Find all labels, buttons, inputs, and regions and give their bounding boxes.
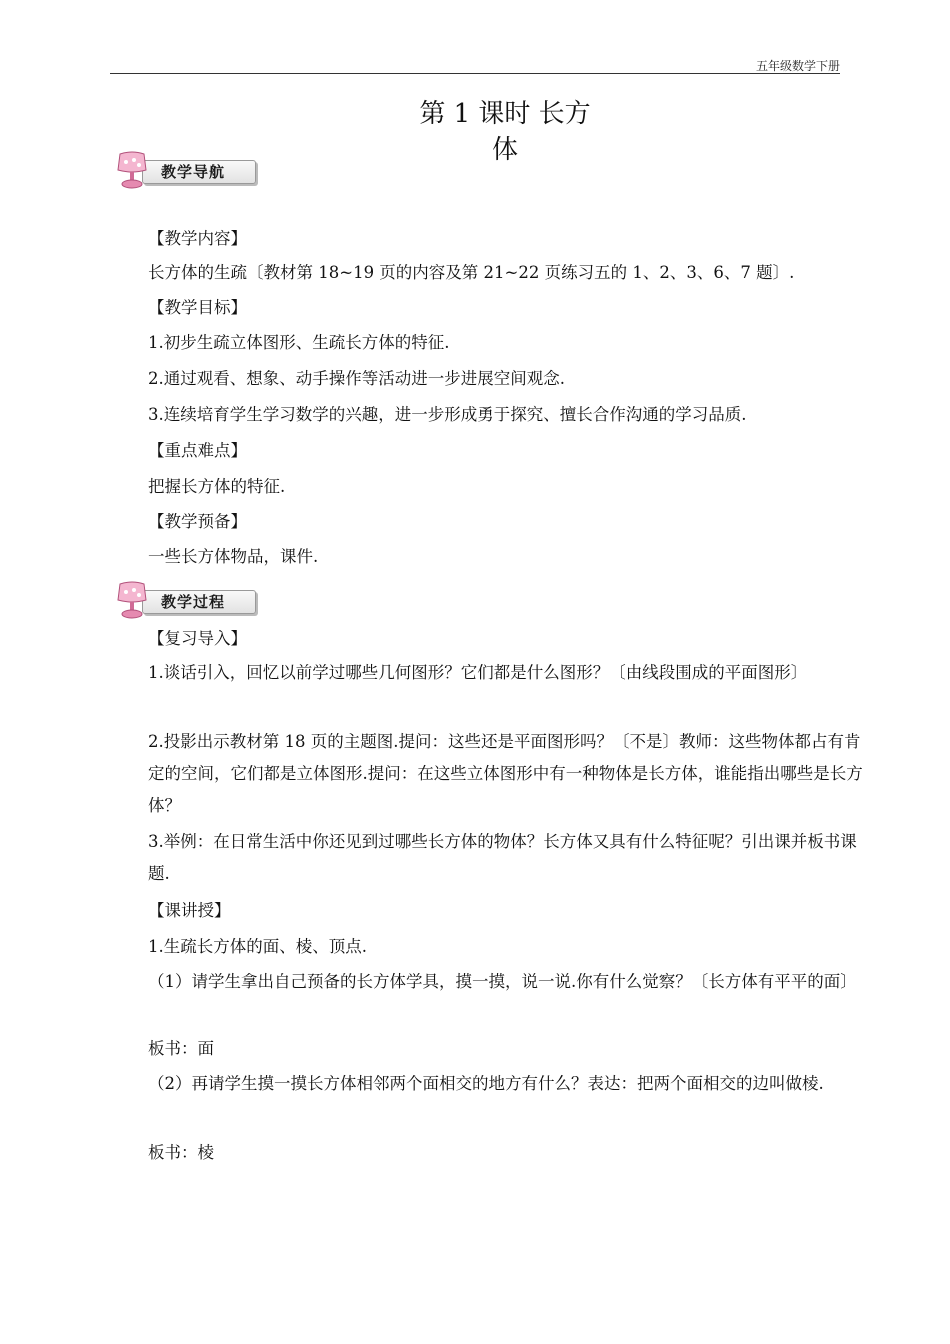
lesson-title: [380, 96, 630, 168]
board-note: 板书：面: [148, 1039, 214, 1058]
goal-item: 1.初步生疏立体图形、生疏长方体的特征.: [148, 333, 450, 352]
prep-heading: 【教学预备】: [148, 512, 247, 531]
board-note: 板书：棱: [148, 1143, 214, 1162]
prep-text: 一些长方体物品，课件.: [148, 547, 319, 566]
goals-heading: 【教学目标】: [148, 298, 247, 317]
review-item: 1.谈话引入，回忆以前学过哪些几何图形？它们都是什么图形？〔由线段围成的平面图形〕: [148, 663, 808, 682]
goal-item: 3.连续培育学生学习数学的兴趣，进一步形成勇于探究、擅长合作沟通的学习品质.: [148, 405, 747, 424]
lecture-item: （2）再请学生摸一摸长方体相邻两个面相交的地方有什么？表达：把两个面相交的边叫做棱.: [148, 1074, 824, 1093]
teaching-nav-badge-label: 教学导航: [161, 163, 226, 181]
content-text: 长方体的生疏〔教材第 18~19 页的内容及第 21~22 页练习五的 1、2、3、6、7 题〕.: [148, 263, 795, 282]
lamp-icon: [112, 150, 152, 190]
review-item: 2.投影出示教材第 18 页的主题图.提问：这些还是平面图形吗？〔不是〕教师：这些物体都占有肯定的空间，它们都是立体图形.提问：在这些立体图形中有一种物体是长方体，谁能指出哪些是长方体？: [148, 732, 863, 815]
key-text: 把握长方体的特征.: [148, 477, 286, 496]
lesson-title-line2: 体: [491, 135, 518, 165]
review-item: 3.举例：在日常生活中你还见到过哪些长方体的物体？长方体又具有什么特征呢？引出课并板书课题.: [148, 832, 857, 883]
page-header-text: 五年级数学下册: [755, 59, 840, 73]
key-heading: 【重点难点】: [148, 441, 247, 460]
teaching-nav-badge-tag: [142, 160, 256, 184]
lecture-heading: 【课讲授】: [148, 901, 231, 920]
header-rule: [110, 73, 840, 74]
teaching-process-badge-tag: [142, 590, 256, 614]
teaching-nav-badge: [112, 150, 258, 190]
goal-item: 2.通过观看、想象、动手操作等活动进一步进展空间观念.: [148, 369, 565, 388]
teaching-process-badge: [112, 580, 258, 620]
lamp-icon: [112, 580, 152, 620]
lesson-title-line1: 第 1 课时 长方: [419, 99, 591, 129]
content-heading: 【教学内容】: [148, 229, 247, 248]
review-heading: 【复习导入】: [148, 629, 247, 648]
lecture-item: （1）请学生拿出自己预备的长方体学具，摸一摸，说一说.你有什么觉察？〔长方体有平平的面〕: [148, 972, 857, 991]
teaching-process-badge-label: 教学过程: [161, 593, 226, 611]
lecture-subheading: 1.生疏长方体的面、棱、顶点.: [148, 937, 367, 956]
